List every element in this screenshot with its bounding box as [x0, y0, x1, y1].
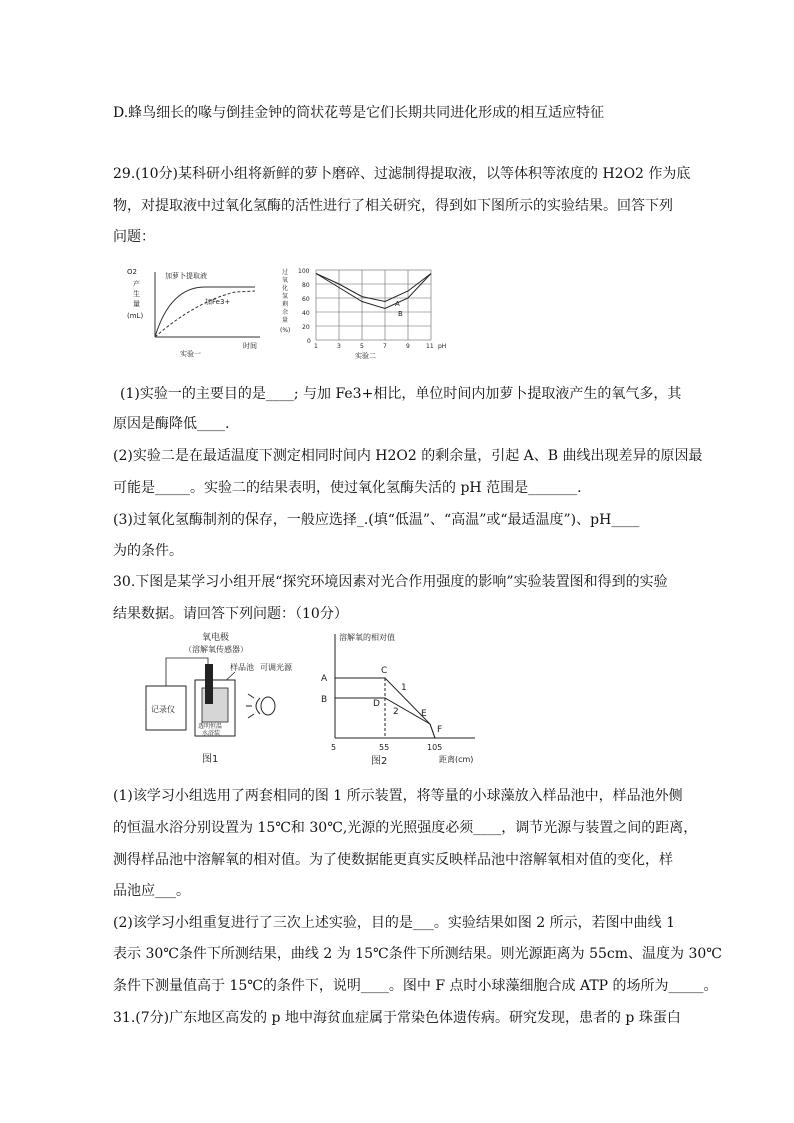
fig1-recorder-label: 记录仪 — [151, 705, 175, 714]
question-30-stem-1: 30.下图是某学习小组开展“探究环境因素对光合作用强度的影响”实验装置图和得到的实验 — [113, 574, 668, 590]
exp2-caption: 实验二 — [355, 352, 376, 360]
exp2-ylabel-6: 量 — [282, 317, 289, 324]
question-29-part3-1: (3)过氧化氢酶制剂的保存，一般应选择_.(填“低温”、“高温”或“最适温度”)、pH____ — [113, 512, 640, 528]
figure-1-apparatus — [140, 628, 310, 768]
fig2-point-d: D — [373, 699, 380, 709]
fig1-light-label: 可调光源 — [260, 663, 292, 672]
exp1-ylabel-3: 量 — [133, 300, 140, 308]
exp1-ylabel-2: 生 — [133, 290, 140, 298]
fig2-point-a: A — [321, 674, 328, 684]
exp2-ylabel-1: 氧 — [282, 277, 289, 284]
exp2-xtick-3: 3 — [337, 343, 341, 350]
question-30-part1-3: 测得样品池中溶解氧的相对值。为了使数据能更真实反映样品池中溶解氧相对值的变化，样 — [113, 852, 673, 868]
question-30-part2-3: 条件下测量值高于 15℃的条件下，说明____。图中 F 点时小球藻细胞合成 ATP 的场所为_____。 — [113, 978, 718, 994]
fig2-caption: 图2 — [371, 756, 388, 767]
question-31-stem-1: 31.(7分)广东地区高发的 p 地中海贫血症属于常染色体遗传病。研究发现，患者的 p 珠蛋白 — [113, 1010, 681, 1026]
fig2-xtick-55: 55 — [379, 743, 390, 752]
figure-2-chart — [315, 628, 495, 768]
fig2-curve-1-label: 1 — [401, 683, 407, 693]
fig2-point-e: E — [421, 709, 427, 719]
fig2-xtick-105: 105 — [427, 743, 443, 752]
exp1-ylabel-0: O2 — [127, 268, 137, 276]
series-radish-extract — [155, 287, 255, 337]
experiment-1-chart — [125, 262, 275, 362]
fig2-ylabel: 溶解氧的相对值 — [339, 633, 395, 642]
question-30-part2-2: 表示 30℃条件下所测结果，曲线 2 为 15℃条件下所测结果。则光源距离为 55cm、温度为 30℃ — [113, 946, 722, 962]
fig1-caption: 图1 — [202, 754, 219, 765]
fig1-sensor-label: （溶解氧传感器） — [184, 645, 248, 654]
exp2-xtick-9: 9 — [406, 343, 410, 350]
fig1-bath-label-1: 透明恒温 — [198, 723, 223, 730]
exp2-ylabel-2: 化 — [282, 285, 289, 292]
exp2-ylabel-3: 氢 — [282, 293, 289, 300]
fig2-curve-2-label: 2 — [393, 707, 399, 717]
exp2-ytick-100: 100 — [298, 268, 310, 275]
exp1-ylabel-1: 产 — [133, 280, 140, 288]
question-29-stem-2: 物，对提取液中过氧化氢酶的活性进行了相关研究，得到如下图所示的实验结果。回答下列 — [113, 198, 673, 214]
exp1-xlabel: 时间 — [243, 342, 257, 350]
fig2-point-c: C — [381, 666, 388, 676]
exp1-legend-fe3: 加Fe3+ — [205, 298, 231, 306]
exp2-xtick-7: 7 — [383, 343, 387, 350]
exp1-caption: 实验一 — [180, 350, 201, 358]
experiment-2-chart — [280, 262, 460, 362]
exp2-ytick-20: 20 — [302, 324, 310, 331]
exp2-xunit: pH — [438, 343, 447, 350]
exp2-xtick-5: 5 — [360, 343, 364, 350]
fig2-xlabel: 距离(cm) — [439, 755, 474, 764]
exp2-ylabel-0: 过 — [282, 269, 289, 276]
fig1-bath-label-2: 水浴装 — [202, 730, 221, 737]
exp2-xtick-11: 11 — [426, 343, 434, 350]
exp2-series-a — [316, 274, 431, 302]
fig2-point-b: B — [321, 695, 328, 705]
question-29-part2-1: (2)实验二是在最适温度下测定相同时间内 H2O2 的剩余量，引起 A、B 曲线出现差异的原因最 — [113, 448, 703, 464]
question-30-stem-2: 结果数据。请回答下列问题：（10分） — [113, 606, 348, 622]
option-d-text: D.蜂鸟细长的喙与倒挂金钟的筒状花萼是它们长期共同进化形成的相互适应特征 — [113, 105, 605, 121]
exp2-curve-b-label: B — [398, 310, 403, 318]
question-30-part1-1: (1)该学习小组选用了两套相同的图 1 所示装置，将等量的小球藻放入样品池中，样品池外侧 — [113, 788, 683, 804]
exp2-ytick-60: 60 — [302, 296, 310, 303]
fig1-electrode-label: 氧电极 — [202, 633, 230, 643]
question-30-part1-2: 的恒温水浴分别设置为 15℃和 30℃,光源的光照强度必须____，调节光源与装置之间的距离， — [113, 820, 698, 836]
exp2-xtick-1: 1 — [314, 343, 318, 350]
oxygen-electrode — [205, 664, 213, 704]
exp2-series-b — [316, 274, 431, 309]
fig1-sample-pool-label: 样品池 — [230, 663, 254, 672]
question-29-part3-2: 为的条件。 — [113, 543, 183, 559]
exp2-ylabel-7: (%) — [280, 327, 291, 334]
question-29-stem-3: 问题： — [113, 229, 155, 245]
question-29-stem-1: 29.(10分)某科研小组将新鲜的萝卜磨碎、过滤制得提取液，以等体积等浓度的 H2O2 作为底 — [113, 166, 691, 182]
question-29-part1-1: (1)实验一的主要目的是____; 与加 Fe3+相比，单位时间内加萝卜提取液产生的氧气多，其 — [120, 386, 682, 402]
question-29-part1-2: 原因是酶降低____. — [113, 416, 230, 432]
question-30-part2-1: (2)该学习小组重复进行了三次上述实验，目的是___。实验结果如图 2 所示，若图中曲线 1 — [113, 915, 675, 931]
exp2-ylabel-4: 剩 — [282, 301, 289, 308]
fig2-xtick-5: 5 — [331, 743, 337, 752]
exp2-ytick-80: 80 — [302, 282, 310, 289]
fig2-point-f: F — [437, 725, 443, 735]
question-29-part2-2: 可能是_____。实验二的结果表明，使过氧化氢酶失活的 pH 范围是_______. — [113, 480, 582, 496]
exp2-ytick-40: 40 — [302, 310, 310, 317]
exp1-legend-radish: 加萝卜提取液 — [165, 272, 207, 280]
exp2-ytick-0: 0 — [307, 338, 311, 345]
light-source-icon — [246, 694, 275, 718]
exp2-curve-a-label: A — [395, 300, 400, 308]
question-30-part1-4: 品池应___。 — [113, 883, 190, 899]
exp2-ylabel-5: 余 — [282, 309, 289, 316]
exp1-ylabel-4: (mL) — [127, 312, 144, 320]
